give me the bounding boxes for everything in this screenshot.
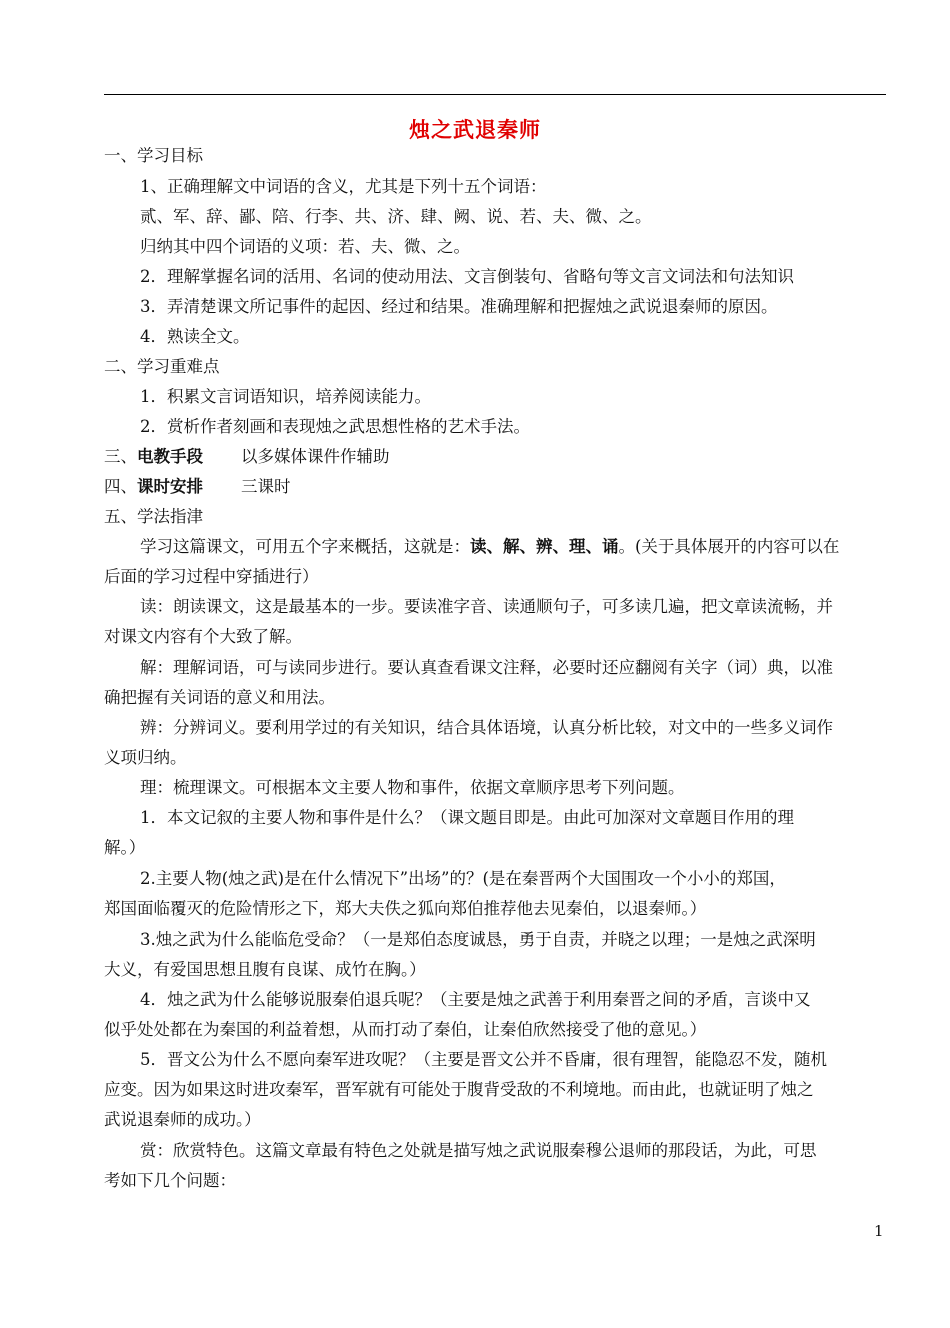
difficulty-2: 2．赏析作者刻画和表现烛之武思想性格的艺术手法。: [140, 417, 530, 436]
section-heading-methods: 五、学法指津: [104, 507, 203, 526]
section-media: [104, 447, 888, 467]
method-intro-note: 。(关于具体展开的内容可以在: [618, 537, 840, 556]
question-1-line-1: 1．本文记叙的主要人物和事件是什么？（课文题目即是。由此可加深对文章题目作用的理: [140, 808, 794, 827]
question-1-line-2: 解。）: [104, 838, 146, 857]
objective-4: 4．熟读全文。: [140, 327, 250, 346]
header-rule: [104, 94, 886, 95]
section-media-value: 以多媒体课件作辅助: [241, 447, 390, 466]
method-understand-line-1: 解：理解词语，可与读同步进行。要认真查看课文注释，必要时还应翻阅有关字（词）典，以准: [140, 658, 833, 677]
question-3-line-1: 3.烛之武为什么能临危受命？（一是郑伯态度诚恳，勇于自责，并晓之以理；一是烛之武深明: [140, 930, 816, 949]
objective-3: 3．弄清楚课文所记事件的起因、经过和结果。准确理解和把握烛之武说退秦师的原因。: [140, 297, 778, 316]
objective-1-words: 贰、军、辞、鄙、陪、行李、共、济、肆、阙、说、若、夫、微、之。: [140, 207, 652, 226]
method-intro-text: 学习这篇课文，可用五个字来概括，这就是：: [140, 537, 470, 556]
objective-2: 2．理解掌握名词的活用、名词的使动用法、文言倒装句、省略句等文言文词法和句法知识: [140, 267, 794, 286]
method-understand-line-2: 确把握有关词语的意义和用法。: [104, 688, 335, 707]
objective-1: 1、正确理解文中词语的含义，尤其是下列十五个词语：: [140, 177, 547, 196]
question-3-line-2: 大义，有爱国思想且腹有良谋、成竹在胸。）: [104, 960, 426, 979]
section-media-number: 三、: [104, 447, 137, 466]
method-appreciate-line-2: 考如下几个问题：: [104, 1171, 236, 1190]
question-5-line-2: 应变。因为如果这时进攻秦军，晋军就有可能处于腹背受敌的不利境地。而由此，也就证明了烛之: [104, 1080, 814, 1099]
section-schedule: [104, 477, 888, 497]
question-2-line-1: 2.主要人物(烛之武)是在什么情况下”出场”的？(是在秦晋两个大国围攻一个小小的郑国，: [140, 869, 786, 888]
section-schedule-value: 三课时: [241, 477, 291, 496]
method-distinguish-line-1: 辨：分辨词义。要利用学过的有关知识，结合具体语境，认真分析比较，对文中的一些多义词作: [140, 718, 833, 737]
method-five-words: 读、解、辨、理、诵: [470, 537, 619, 556]
question-2-line-2: 郑国面临覆灭的危险情形之下，郑大夫佚之狐向郑伯推荐他去见秦伯，以退秦师。）: [104, 899, 707, 918]
page-number: 1: [874, 1222, 884, 1240]
section-schedule-number: 四、: [104, 477, 137, 496]
section-schedule-label: 课时安排: [137, 477, 203, 496]
difficulty-1: 1．积累文言词语知识，培养阅读能力。: [140, 387, 431, 406]
objective-1-summary: 归纳其中四个词语的义项：若、夫、微、之。: [140, 237, 470, 256]
section-media-label: 电教手段: [137, 447, 203, 466]
method-read-line-2: 对课文内容有个大致了解。: [104, 627, 302, 646]
method-distinguish-line-2: 义项归纳。: [104, 748, 187, 767]
section-heading-difficulties: 二、学习重难点: [104, 357, 220, 376]
document-title: 烛之武退秦师: [409, 118, 541, 142]
method-appreciate-line-1: 赏：欣赏特色。这篇文章最有特色之处就是描写烛之武说服秦穆公退师的那段话，为此，可思: [140, 1141, 817, 1160]
question-5-line-1: 5．晋文公为什么不愿向秦军进攻呢？（主要是晋文公并不昏庸，很有理智，能隐忍不发，随机: [140, 1050, 827, 1069]
question-4-line-1: 4．烛之武为什么能够说服秦伯退兵呢？（主要是烛之武善于利用秦晋之间的矛盾，言谈中又: [140, 990, 811, 1009]
method-read-line-1: 读：朗读课文，这是最基本的一步。要读准字音、读通顺句子，可多读几遍，把文章读流畅，并: [140, 597, 833, 616]
method-sort-line: 理：梳理课文。可根据本文主要人物和事件，依据文章顺序思考下列问题。: [140, 778, 685, 797]
section-heading-objectives: 一、学习目标: [104, 146, 203, 165]
method-intro-line-1: [140, 537, 888, 557]
question-5-line-3: 武说退秦师的成功。）: [104, 1110, 261, 1129]
question-4-line-2: 似乎处处都在为秦国的利益着想，从而打动了秦伯，让秦伯欣然接受了他的意见。）: [104, 1020, 707, 1039]
method-intro-line-2: 后面的学习过程中穿插进行）: [104, 567, 319, 586]
